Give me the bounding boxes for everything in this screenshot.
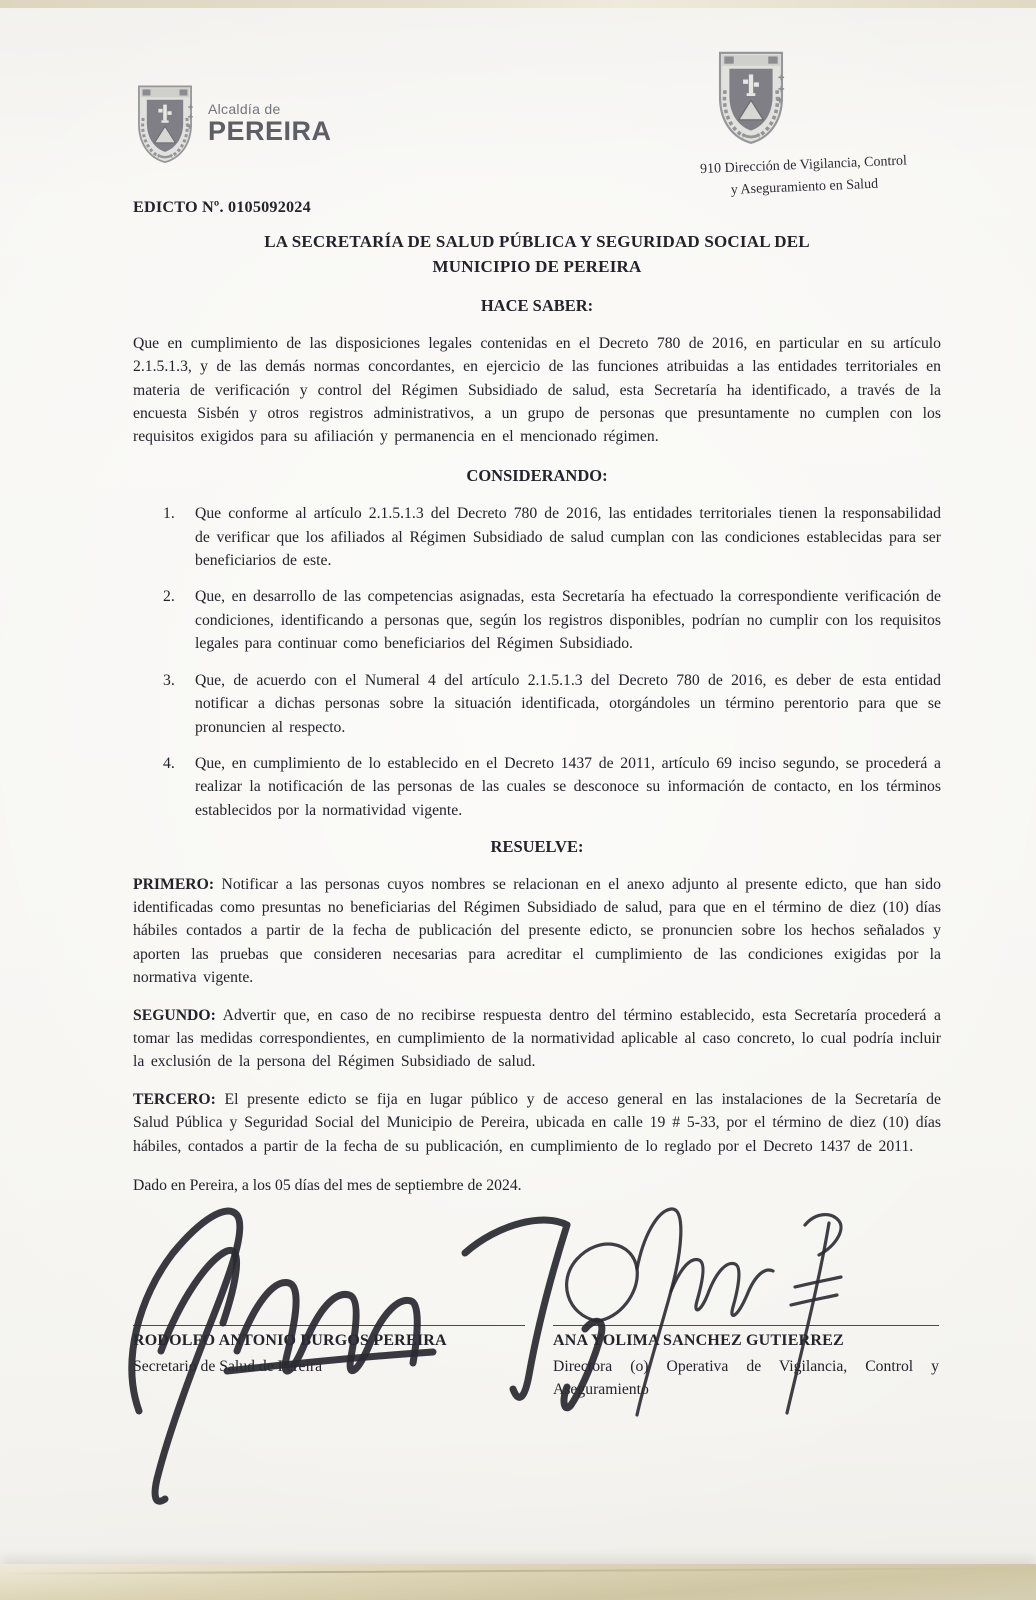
resolution-text: Advertir que, en caso de no recibirse respuesta dentro del término establecido, esta Secretaría procederá a tomar las medidas correspondientes, en cumplimiento de la normatividad aplicable al caso concreto, lo cual podría incluir la exclusión de la persona del Régimen Subsidiado de salud. (133, 1006, 942, 1071)
pereira-coat-of-arms-icon (715, 50, 787, 145)
considerando-list (133, 502, 941, 822)
signatory-title: Secretario de Salud de Pereira (133, 1357, 323, 1375)
considerando-item (133, 585, 941, 655)
hace-saber-heading: HACE SABER: (480, 296, 594, 316)
document-title (133, 229, 941, 279)
signature-block (133, 1213, 941, 1401)
considerando-heading: CONSIDERANDO: (466, 465, 608, 485)
document-body (133, 196, 941, 1401)
resuelve-heading: RESUELVE: (490, 837, 584, 857)
direction-caption-line1: 910 Dirección de Vigilancia, Control (699, 153, 908, 178)
resolution-paragraph-segundo (133, 1004, 941, 1074)
item-text: Que, de acuerdo con el Numeral 4 del artículo 2.1.5.1.3 del Decreto 780 de 2016, es deber de esta entidad notificar a dichas personas sobre la situación identificada, otorgándoles un término perentorio para que se pronuncien al respecto. (195, 671, 941, 736)
resolution-paragraph-primero (133, 873, 941, 990)
wordmark-org-label: Alcaldía de (208, 101, 281, 118)
considerando-item (133, 752, 941, 822)
resolution-label: PRIMERO: (133, 875, 215, 893)
direction-caption-line2: y Aseguramiento en Salud (730, 176, 879, 198)
resolution-label: SEGUNDO: (133, 1006, 216, 1024)
signatory-name: ANA YOLIMA SANCHEZ GUTIERREZ (553, 1332, 844, 1350)
edict-number: EDICTO Nº. 0105092024 (133, 198, 311, 216)
resolution-text: El presente edicto se fija en lugar público y de acceso general en las instalaciones de la Secretaría de Salud Pública y Seguridad Social del Municipio de Pereira, ubicada en calle 19 # 5-33, por el término de diez (10) días hábiles, contados a partir de la fecha de su publicación, en cumplimiento de lo reglado por el Decreto 1437 de 2011. (133, 1090, 941, 1155)
pereira-coat-of-arms-icon (134, 84, 196, 164)
alcaldia-pereira-logo (134, 84, 332, 164)
signatory-name: RODOLFO ANTONIO BURGOS PEREIRA (133, 1332, 447, 1350)
item-text: Que conforme al artículo 2.1.5.1.3 del Decreto 780 de 2016, las entidades territoriales tienen la responsabilidad de verificar que los afiliados al Régimen Subsidiado de salud cumplan con las condiciones establecidas para ser beneficiarios de este. (195, 505, 941, 570)
resolution-text: Notificar a las personas cuyos nombres se relacionan en el anexo adjunto al presente edicto, que han sido identificadas como presuntas no beneficiarias del Régimen Subsidiado de salud, para que en el término de diez (10) días hábiles contados a partir de la fecha de publicación del presente edicto, se pronuncien sobre los hechos señalados y aporten las pruebas que consideren necesarias para acreditar el cumplimiento de las condiciones exigidas por la normativa vigente. (133, 875, 941, 987)
item-text: Que, en desarrollo de las competencias asignadas, esta Secretaría ha efectuado la correspondiente verificación de condiciones, identificando a personas que, según los registros disponibles, podrían no cumplir con los requisitos legales para continuar como beneficiarios del Régimen Subsidiado. (195, 588, 941, 653)
desk-edge (0, 1564, 1036, 1600)
photo-top-edge (0, 0, 1036, 8)
signature-rule (553, 1325, 939, 1326)
signature-left (133, 1325, 525, 1401)
item-number: 3. (163, 671, 175, 689)
wordmark-city-label: PEREIRA (208, 116, 332, 147)
item-number: 4. (163, 754, 175, 772)
shield-wrap (715, 50, 965, 150)
resolution-paragraph-tercero (133, 1088, 941, 1158)
item-text: Que, en cumplimiento de lo establecido en el Decreto 1437 de 2011, artículo 69 inciso segundo, se procederá a realizar la notificación de las personas de las cuales se desconoce su información de contacto, en los términos establecidos por la normatividad vigente. (195, 754, 941, 819)
dated-line: Dado en Pereira, a los 05 días del mes de septiembre de 2024. (133, 1177, 522, 1194)
item-number: 2. (163, 588, 175, 606)
signature-right (553, 1325, 939, 1401)
resolution-label: TERCERO: (133, 1090, 216, 1108)
item-number: 1. (163, 505, 175, 523)
document-title-line1: LA SECRETARÍA DE SALUD PÚBLICA Y SEGURIDAD SOCIAL DEL (264, 232, 810, 252)
considerando-item (133, 502, 941, 572)
alcaldia-wordmark (208, 102, 332, 145)
document-title-line2: MUNICIPIO DE PEREIRA (432, 257, 642, 277)
signatory-title: Directora (o) Operativa de Vigilancia, Control y Aseguramiento (553, 1357, 939, 1398)
signature-rule (133, 1325, 525, 1326)
intro-paragraph: Que en cumplimiento de las disposiciones legales contenidas en el Decreto 780 de 2016, en particular en su artículo 2.1.5.1.3, y de las demás normas concordantes, en ejercicio de las funciones atribuidas a las entidades territoriales en materia de verificación y control del Régimen Subsidiado de salud, esta Secretaría ha identificado, a través de la encuesta Sisbén y otros registros administrativos, a un grupo de personas que presuntamente no cumplen con los requisitos exigidos para su afiliación y permanencia en el mencionado régimen. (133, 334, 941, 446)
considerando-item (133, 669, 941, 739)
vigilancia-direction-logo (585, 50, 965, 199)
